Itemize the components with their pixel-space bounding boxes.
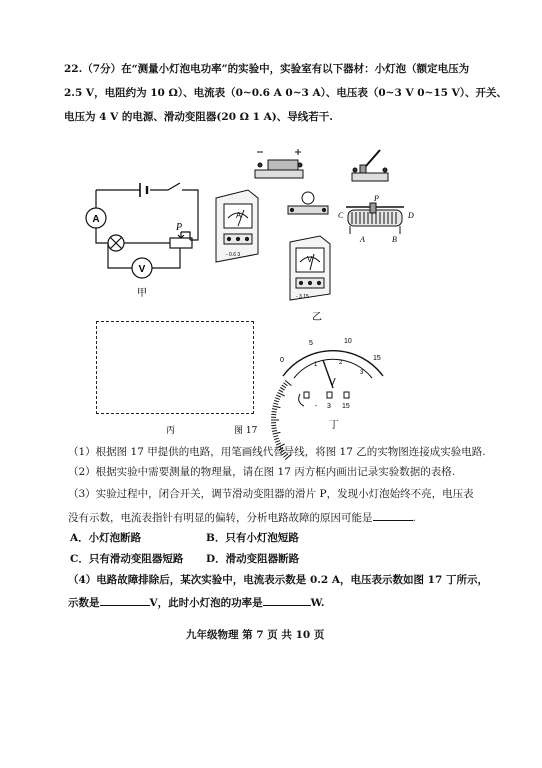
label-jia: 甲 <box>137 288 147 299</box>
apparatus-yi <box>216 149 404 300</box>
ammeter-symbol-label: A <box>92 214 100 225</box>
question-line-2: 2.5 V，电阻约为 10 Ω）、电流表（0~0.6 A 0~3 A）、电压表（0~3 V 0~15 V）、开关、 <box>64 87 508 99</box>
sub-question-3-text: 没有示数，电流表指针有明显的偏转，分析电路故障的原因可能是 <box>68 512 373 524</box>
answer-box-bing[interactable] <box>96 321 254 414</box>
dial-scale-5: 5 <box>309 340 313 347</box>
rheostat-label-a: A <box>360 235 365 244</box>
rheostat-label-p: P <box>374 194 379 203</box>
dial-tick <box>275 398 280 400</box>
dial-inner-3: 3 <box>360 370 364 376</box>
figure-caption: 图 17 <box>234 426 258 436</box>
voltmeter-symbol-label: V <box>138 264 146 275</box>
dial-scale-10: 10 <box>344 338 352 345</box>
dial-tick <box>277 392 284 396</box>
sub-question-3-end: . <box>412 512 416 524</box>
sub-question-1: （1）根据图 17 甲提供的电路，用笔画线代替导线，将图 17 乙的实物图连接成实验电路. <box>68 446 486 458</box>
option-d: D．滑动变阻器断路 <box>206 553 300 565</box>
dial-tick <box>282 385 286 388</box>
label-yi: 乙 <box>312 312 322 323</box>
dial-inner-2: 2 <box>339 360 343 366</box>
label-bing: 丙 <box>166 426 176 436</box>
label-ding: 丁 <box>329 420 339 431</box>
dial-tick <box>272 428 277 429</box>
sub-question-4-line-1: （4）电路故障排除后，某次实验中，电流表示数是 0.2 A，电压表示数如图 17 丁所示， <box>68 574 488 586</box>
rheostat-label-c: C <box>338 211 344 220</box>
dial-terminal-minus: - <box>315 403 318 410</box>
rheostat-label-b: B <box>392 235 397 244</box>
page-footer: 九年级物理 第 7 页 共 10 页 <box>186 629 325 641</box>
answer-blank-voltage[interactable] <box>100 594 150 606</box>
answer-blank-q3[interactable] <box>373 509 413 521</box>
dial-tick <box>272 430 277 431</box>
rheostat-symbol <box>170 238 192 248</box>
dial-tick <box>273 436 278 437</box>
slider-label: P <box>176 222 183 233</box>
option-c: C．只有滑动变阻器短路 <box>70 553 184 565</box>
voltmeter-device-label: V <box>307 255 313 264</box>
question-text-1: 在“测量小灯泡电功率”的实验中，实验室有以下器材：小灯泡（额定电压为 <box>121 63 470 75</box>
lamp-device <box>288 192 328 214</box>
sub-question-4-line-2 <box>68 594 324 610</box>
sub-question-3-line-1: （3）实验过程中，闭合开关，调节滑动变阻器的滑片 P，发现小灯泡始终不亮，电压表 <box>68 488 474 500</box>
question-points: （7分） <box>82 63 122 75</box>
ammeter-terminal-labels: - 0.6 3 <box>226 252 241 258</box>
knife-switch <box>352 150 388 181</box>
q4-part-2: V，此时小灯泡的功率是 <box>149 597 263 609</box>
dial-scale-15: 15 <box>373 355 381 362</box>
voltmeter-device <box>290 236 330 300</box>
question-number: 22. <box>64 63 83 75</box>
question-line-3: 电压为 4 V 的电源、滑动变阻器(20 Ω 1 A)、导线若干. <box>64 111 333 123</box>
answer-blank-power[interactable] <box>263 594 311 606</box>
dial-tick <box>272 411 277 412</box>
dial-tick <box>274 400 279 402</box>
dial-unit-v: V <box>329 377 336 388</box>
dial-tick <box>272 409 277 410</box>
ammeter-device-label: A <box>236 211 242 220</box>
dial-tick <box>274 438 279 440</box>
dial-tick <box>283 383 287 386</box>
q4-part-3: W. <box>310 597 325 609</box>
dial-tick <box>276 395 281 397</box>
dial-terminal-15: 15 <box>342 403 350 410</box>
sub-question-2: （2）根据实验中需要测量的物理量，请在图 17 丙方框内画出记录实验数据的表格. <box>68 466 456 478</box>
dial-tick <box>279 390 283 392</box>
option-b: B．只有小灯泡短路 <box>206 532 299 544</box>
dial-tick <box>280 387 284 390</box>
voltmeter-terminal-labels: - 3 15 <box>296 294 309 300</box>
dial-terminal-3: 3 <box>327 403 331 410</box>
rheostat-label-d: D <box>408 211 414 220</box>
dial-tick <box>273 406 281 408</box>
dial-scale-0: 0 <box>280 357 284 364</box>
rheostat-device <box>346 203 404 234</box>
dial-tick <box>273 403 278 404</box>
dial-tick <box>273 432 281 434</box>
sub-question-3-line-2 <box>68 509 416 525</box>
q4-part-1: 示数是 <box>68 597 100 609</box>
option-a: A．小灯泡断路 <box>70 532 142 544</box>
dial-tick <box>275 441 280 443</box>
battery-box <box>255 149 303 178</box>
dial-inner-1: 1 <box>314 362 318 368</box>
